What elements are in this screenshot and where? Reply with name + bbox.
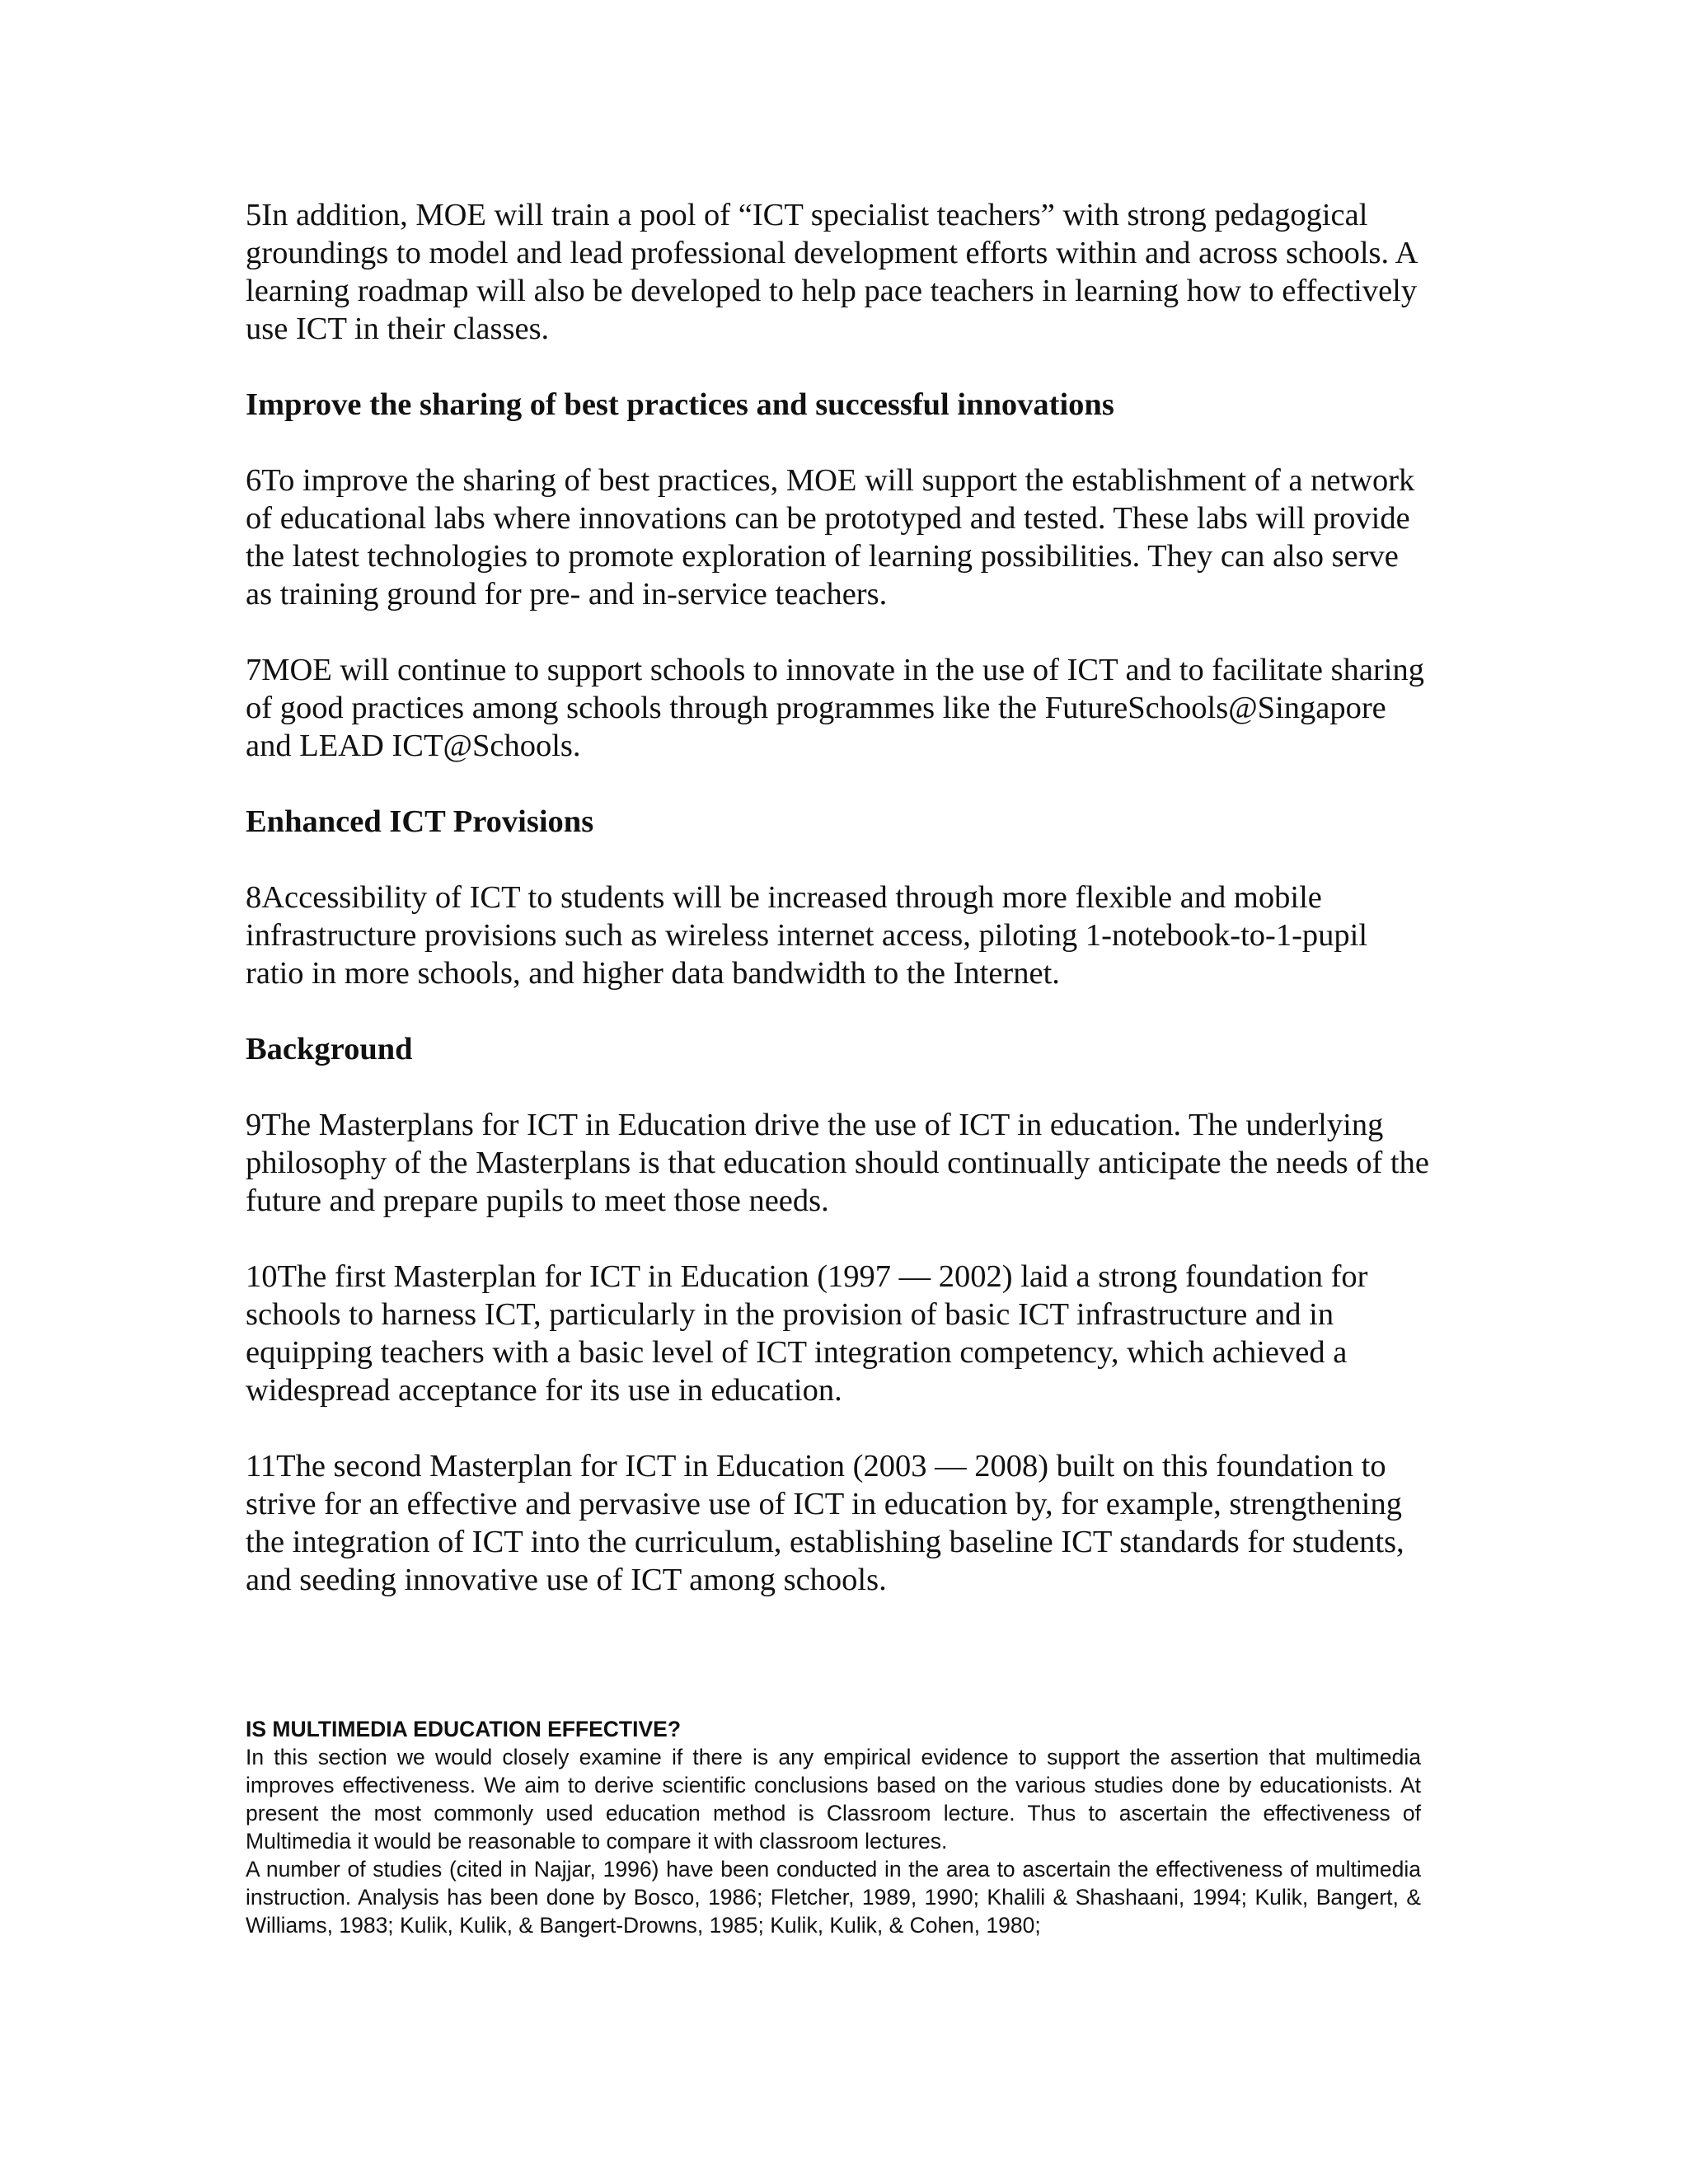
main-text-section <box>246 196 1432 1637</box>
paragraph-6: 6To improve the sharing of best practices, MOE will support the establishment of a network of educational labs where innovations can be prototyped and tested. These labs will provide the latest technologies to promote exploration of learning possibilities. They can also serve as training ground for pre- and in-service teachers. <box>246 463 1415 612</box>
heading-enhanced-ict-provisions: Enhanced ICT Provisions <box>246 804 594 839</box>
paragraph-11: 11The second Masterplan for ICT in Education (2003 — 2008) built on this foundation to strive for an effective and pervasive use of ICT in education by, for example, strengthening the integration of ICT into the curriculum, establishing baseline ICT standards for students, and seeding innovative use of ICT among schools. <box>246 1449 1404 1597</box>
paragraph-8: 8Accessibility of ICT to students will be increased through more flexible and mobile infrastructure provisions such as wireless internet access, piloting 1-notebook-to-1-pupil ratio in more schools, and higher data bandwidth to the Internet. <box>246 880 1368 991</box>
paragraph-10: 10The first Masterplan for ICT in Education (1997 — 2002) laid a strong foundation for schools to harness ICT, particularly in the provision of basic ICT infrastructure and in equipping teachers with a basic level of ICT integration competency, which achieved a widespread acceptance for its use in education. <box>246 1259 1368 1408</box>
section-paragraph-1: In this section we would closely examine if there is any empirical evidence to support the assertion that multimedia improves effectiveness. We aim to derive scientific conclusions based on the various studies done by educationists. At present the most commonly used education method is Classroom lecture. Thus to ascertain the effectiveness of Multimedia it would be reasonable to compare it with classroom lectures. <box>246 1745 1421 1854</box>
heading-sharing-best-practices: Improve the sharing of best practices and successful innovations <box>246 387 1114 422</box>
section-title: IS MULTIMEDIA EDUCATION EFFECTIVE? <box>246 1717 682 1741</box>
paragraph-7: 7MOE will continue to support schools to innovate in the use of ICT and to facilitate sharing of good practices among schools through programmes like the FutureSchools@Singapore and LEAD ICT@Schools. <box>246 653 1424 763</box>
paragraph-9: 9The Masterplans for ICT in Education drive the use of ICT in education. The underlying philosophy of the Masterplans is that education should continually anticipate the needs of the future and prepare pupils to meet those needs. <box>246 1108 1429 1218</box>
multimedia-section <box>246 1715 1421 1939</box>
paragraph-5: 5In addition, MOE will train a pool of “ICT specialist teachers” with strong pedagogical groundings to model and lead professional development efforts within and across schools. A learning roadmap will also be developed to help pace teachers in learning how to effectively use ICT in their classes. <box>246 198 1418 346</box>
heading-background: Background <box>246 1032 413 1066</box>
section-paragraph-2: A number of studies (cited in Najjar, 1996) have been conducted in the area to ascertain the effectiveness of multimedia instruction. Analysis has been done by Bosco, 1986; Fletcher, 1989, 1990; Khalili & Shashaani, 1994; Kulik, Bangert, & Williams, 1983; Kulik, Kulik, & Bangert-Drowns, 1985; Kulik, Kulik, & Cohen, 1980; <box>246 1857 1421 1938</box>
